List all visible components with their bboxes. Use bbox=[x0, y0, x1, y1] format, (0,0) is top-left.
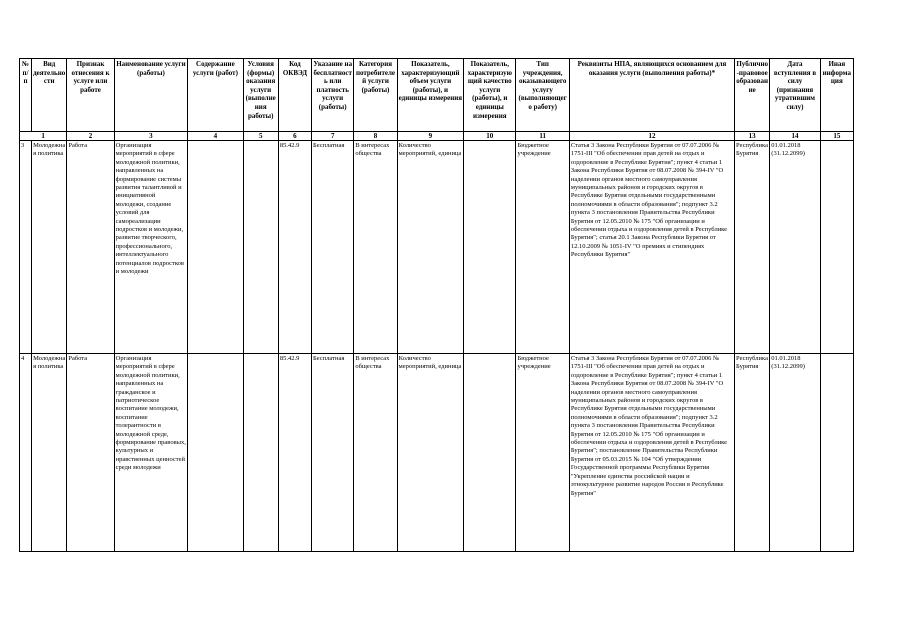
header-conditions: Условия (формы) оказания услуги (выполнения работы) bbox=[243, 59, 278, 132]
header-npa: Реквизиты НПА, являющихся основанием для оказания услуги (выполнения работы)* bbox=[569, 59, 734, 132]
header-name: Наименование услуги (работы) bbox=[114, 59, 188, 132]
cell-payment: Бесплатная bbox=[312, 354, 354, 552]
cell-other bbox=[820, 141, 853, 354]
cell-conditions bbox=[243, 354, 278, 552]
cell-content bbox=[188, 354, 243, 552]
column-number: 7 bbox=[312, 132, 354, 141]
column-number-row bbox=[20, 132, 854, 141]
cell-okved: 85.42.9 bbox=[278, 354, 311, 552]
cell-num: 4 bbox=[20, 354, 32, 552]
header-sign: Признак отнесения к услуге или работе bbox=[67, 59, 114, 132]
cell-content bbox=[188, 141, 243, 354]
column-number: 5 bbox=[243, 132, 278, 141]
services-table bbox=[19, 58, 854, 552]
cell-entity: Республика Бурятия bbox=[735, 354, 770, 552]
column-number: 13 bbox=[735, 132, 770, 141]
cell-consumers: В интересах общества bbox=[354, 354, 397, 552]
column-number: 3 bbox=[114, 132, 188, 141]
header-date: Дата вступления в силу (признания утратившим силу) bbox=[770, 59, 820, 132]
cell-inst-type: Бюджетное учреждение bbox=[516, 141, 569, 354]
cell-payment: Бесплатная bbox=[312, 141, 354, 354]
cell-name: Организация мероприятий в сфере молодежной политики, направленных на формирование системы развития талантливой и инициативной молодежи, создание условий для самореализации подростков и молодежи, развитие творческого, профессионального, интеллектуального потенциалов подростков и молодежи bbox=[114, 141, 188, 354]
cell-npa: Статья 3 Закона Республики Бурятия от 07.07.2006 № 1751-III "Об обеспечении прав детей на отдых и оздоровление в Республике Бурятия"; пункт 4 статьи 1 Закона Республики Бурятия от 08.07.2008 № 394-IV "О наделении органов местного самоуправления муниципальных районов и городских округов в Республике Бурятия отдельными государственными полномочиями в области образования"; подпункт 3.2 пункта 3 постановления Правительства Республики Бурятия от 12.05.2010 № 175 "Об организации и обеспечении отдыха и оздоровления детей в Республике Бурятия"; постановление Правительства Республики Бурятия от 05.03.2015 № 104 "Об утверждении Государственной программы Республики Бурятия "Укрепление единства российской нации и этнокультурное развитие народов России в Республике Бурятия" bbox=[569, 354, 734, 552]
cell-quality bbox=[464, 354, 516, 552]
header-num: № п/п bbox=[20, 59, 32, 132]
header-row bbox=[20, 59, 854, 132]
column-number: 2 bbox=[67, 132, 114, 141]
column-number: 11 bbox=[516, 132, 569, 141]
header-other: Иная информация bbox=[820, 59, 853, 132]
column-number: 8 bbox=[354, 132, 397, 141]
cell-other bbox=[820, 354, 853, 552]
cell-npa: Статья 3 Закона Республики Бурятия от 07.07.2006 № 1751-III "Об обеспечении прав детей на отдых и оздоровление в Республике Бурятия"; пункт 4 статьи 1 Закона Республики Бурятия от 08.07.2008 № 394-IV "О наделении органов местного самоуправления муниципальных районов и городских округов в Республике Бурятия отдельными государственными полномочиями в области образования"; подпункт 3.2 пункта 3 постановления Правительства Республики Бурятия от 12.05.2010 № 175 "Об организации и обеспечении отдыха и оздоровления детей в Республике Бурятия"; статья 20.1 Закона Республики Бурятия от 12.10.2009 № 1051-IV "О премиях и стипендиях Республики Бурятия" bbox=[569, 141, 734, 354]
header-inst-type: Тип учреждения, оказывающего услугу (выполняющего работу) bbox=[516, 59, 569, 132]
header-volume: Показатель, характеризующий объем услуги (работы), и единицы измерения bbox=[397, 59, 463, 132]
header-payment: Указание на бесплатность или платность услуги (работы) bbox=[312, 59, 354, 132]
cell-num: 3 bbox=[20, 141, 32, 354]
cell-volume: Количество мероприятий, единица bbox=[397, 354, 463, 552]
table-row bbox=[20, 354, 854, 552]
cell-entity: Республика Бурятия bbox=[735, 141, 770, 354]
cell-consumers: В интересах общества bbox=[354, 141, 397, 354]
cell-quality bbox=[464, 141, 516, 354]
cell-volume: Количество мероприятий, единица bbox=[397, 141, 463, 354]
cell-name: Организация мероприятий в сфере молодежной политики, направленных на гражданское и патриотическое воспитание молодежи, воспитание толерантности в молодежной среде, формирование правовых, культурных и нравственных ценностей среди молодежи bbox=[114, 354, 188, 552]
header-okved: Код ОКВЭД bbox=[278, 59, 311, 132]
column-number: 15 bbox=[820, 132, 853, 141]
header-content: Содержание услуги (работ) bbox=[188, 59, 243, 132]
column-number: 14 bbox=[770, 132, 820, 141]
cell-inst-type: Бюджетное учреждение bbox=[516, 354, 569, 552]
header-activity: Вид деятельности bbox=[32, 59, 67, 132]
cell-conditions bbox=[243, 141, 278, 354]
cell-date: 01.01.2018 (31.12.2099) bbox=[770, 354, 820, 552]
cell-okved: 85.42.9 bbox=[278, 141, 311, 354]
cell-sign: Работа bbox=[67, 141, 114, 354]
table-row bbox=[20, 141, 854, 354]
header-consumers: Категория потребителей услуги (работы) bbox=[354, 59, 397, 132]
cell-date: 01.01.2018 (31.12.2099) bbox=[770, 141, 820, 354]
column-number: 4 bbox=[188, 132, 243, 141]
column-number: 10 bbox=[464, 132, 516, 141]
column-number: 12 bbox=[569, 132, 734, 141]
cell-activity: Молодежная политика bbox=[32, 354, 67, 552]
cell-sign: Работа bbox=[67, 354, 114, 552]
cell-activity: Молодежная политика bbox=[32, 141, 67, 354]
column-number: 1 bbox=[20, 132, 67, 141]
header-quality: Показатель, характеризующий качество услуги (работы), и единицы измерения bbox=[464, 59, 516, 132]
column-number: 6 bbox=[278, 132, 311, 141]
header-entity: Публично-правовое образование bbox=[735, 59, 770, 132]
column-number: 9 bbox=[397, 132, 463, 141]
